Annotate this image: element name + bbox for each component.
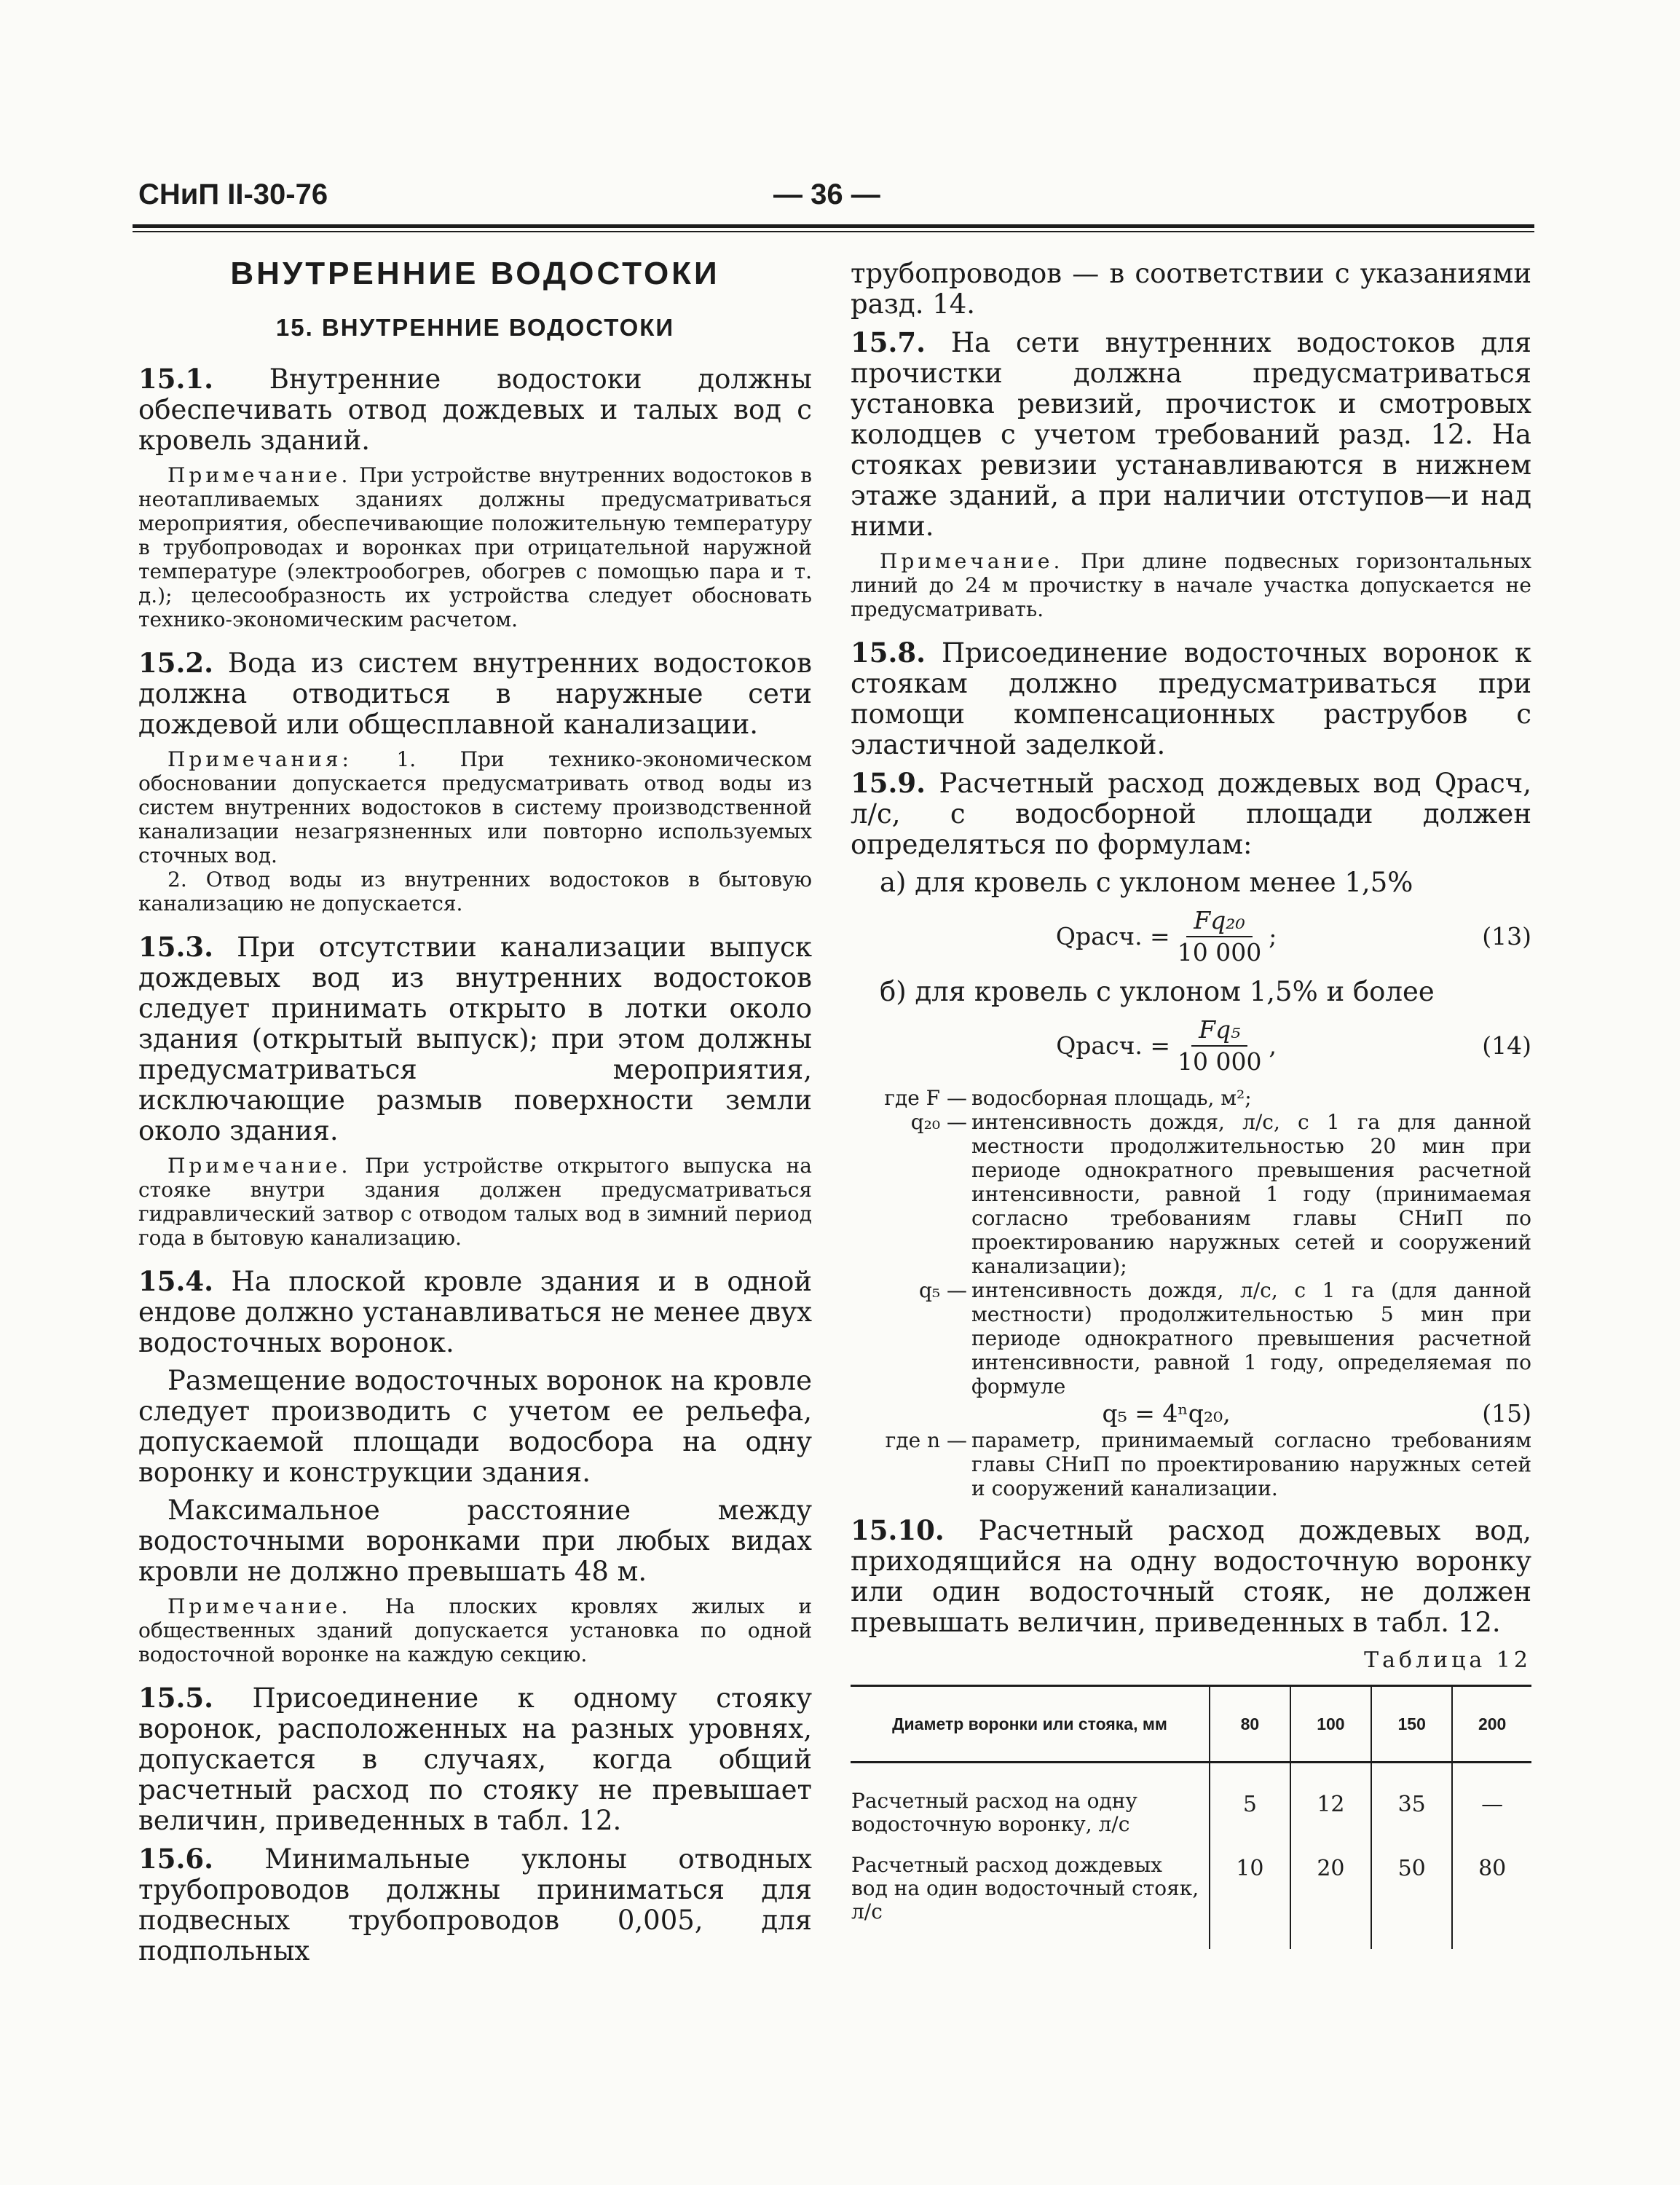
clause-number: 15.4. [138, 1265, 213, 1297]
fraction [1178, 905, 1261, 968]
table-caption: Таблица 12 [1364, 1647, 1531, 1673]
note-label: Примечание. [167, 463, 352, 487]
definition-term: q₅ — [918, 1278, 967, 1302]
clause-number: 15.3. [138, 931, 213, 963]
table-header-cell: 100 [1290, 1686, 1371, 1763]
formula-expression: q₅ = 4ⁿq₂₀, [1102, 1399, 1231, 1428]
table-cell: — [1452, 1763, 1531, 1846]
table-cell: 35 [1371, 1763, 1452, 1846]
table-header-cell: 80 [1210, 1686, 1290, 1763]
table-cell: 5 [1210, 1763, 1290, 1846]
table-cell: Расчетный расход на одну водосточную воронку, л/с [851, 1789, 1137, 1836]
formula-lhs: Qрасч. = [1055, 922, 1170, 950]
clause-15-1 [138, 363, 812, 456]
clause-text: Расчетный расход дождевых вод, приходящийся на одну водосточную воронку или один водосточный стояк, не должен превышать величин, приведенных в табл. 12. [851, 1515, 1531, 1638]
table-12 [851, 1685, 1531, 1949]
definition-text: параметр, принимаемый согласно требованиям главы СНиП по проектированию наружных сетей и сооружений канализации. [971, 1428, 1531, 1500]
clause-number: 15.8. [851, 637, 926, 669]
table-row [851, 1845, 1531, 1949]
table-header-cell: 150 [1371, 1686, 1452, 1763]
header-rule-thin [133, 231, 1534, 232]
header-rule [133, 224, 1534, 228]
definition-n [851, 1428, 1531, 1500]
table-cell: Расчетный расход дождевых вод на один водосточный стояк, л/с [851, 1853, 1199, 1924]
clause-number: 15.6. [138, 1843, 213, 1875]
table-cell: 50 [1371, 1845, 1452, 1949]
clause-15-7 [851, 327, 1531, 542]
clause-number: 15.1. [138, 363, 213, 395]
formula-14 [851, 1015, 1531, 1077]
denominator: 10 000 [1178, 1047, 1262, 1076]
definition-term: q₂₀ — [910, 1110, 967, 1134]
table-cell: 80 [1452, 1845, 1531, 1949]
definition-q5 [851, 1278, 1531, 1398]
section-title: ВНУТРЕННИЕ ВОДОСТОКИ [230, 256, 720, 291]
numerator: Fq₂₀ [1186, 905, 1252, 937]
note-15-2 [138, 747, 812, 916]
right-column [851, 259, 1531, 1949]
denominator: 10 000 [1177, 938, 1262, 966]
clause-text: На плоской кровле здания и в одной ендове должно устанавливаться не менее двух водосточных воронок. [138, 1266, 813, 1358]
continued-text: трубопроводов — в соответствии с указаниями разд. 14. [851, 258, 1531, 320]
clause-number: 15.10. [851, 1514, 944, 1546]
clause-number: 15.7. [851, 326, 926, 358]
clause-text: На сети внутренних водостоков для прочистки должна предусматриваться установка ревизий, прочисток и смотровых колодцев с учетом требований разд. 12. На стояках ревизии устанавливаются в нижнем этаже зданий, а при наличии отступов—и над ними. [851, 327, 1531, 542]
note-label: Примечание. [880, 549, 1064, 573]
page-number: — 36 — [773, 178, 880, 210]
table-header-cell: 200 [1452, 1686, 1531, 1763]
note-text: На плоских кровлях жилых и общественных зданий допускается установка по одной водосточной воронке на каждую секцию. [138, 1594, 813, 1666]
clause-15-4-para-2: Размещение водосточных воронок на кровле следует производить с учетом ее рельефа, допускаемой площади водосбора на одну воронку и конструкции здания. [138, 1365, 812, 1488]
table-header-cell: Диаметр воронки или стояка, мм [851, 1686, 1210, 1763]
clause-text: Расчетный расход дождевых вод Qрасч, л/с, с водосборной площади должен определяться по формулам: [851, 768, 1531, 860]
formula-13 [851, 905, 1531, 968]
numerator: Fq₅ [1191, 1015, 1247, 1047]
clause-text: Минимальные уклоны отводных трубопроводов должны приниматься для подвесных трубопроводов 0,005, для подпольных [138, 1843, 812, 1967]
note-text: При устройстве открытого выпуска на стояке внутри здания должен предусматриваться гидравлический затвор с отводом талых вод в зимний период года в бытовую канализацию. [138, 1154, 812, 1250]
formula-number: (15) [1482, 1399, 1531, 1428]
table-cell: 10 [1210, 1845, 1290, 1949]
clause-15-3 [138, 932, 812, 1146]
note-15-3 [138, 1154, 812, 1250]
table-row [851, 1763, 1531, 1846]
clause-number: 15.5. [138, 1682, 213, 1714]
case-b: б) для кровель с уклоном 1,5% и более [880, 976, 1435, 1007]
case-a: а) для кровель с уклоном менее 1,5% [880, 867, 1413, 898]
clause-15-9 [851, 768, 1531, 860]
formula-tail: , [1269, 1031, 1277, 1060]
left-column [138, 256, 813, 1974]
formula-expression [851, 905, 1482, 968]
formula-expression [851, 1015, 1482, 1077]
note-item: 2. Отвод воды из внутренних водостоков в бытовую канализацию не допускается. [138, 867, 812, 916]
formula-number: (14) [1482, 1031, 1531, 1060]
clause-15-6 [138, 1843, 812, 1967]
note-label: Примечание. [167, 1154, 352, 1178]
formula-15 [851, 1399, 1531, 1428]
document-code: СНиП II-30-76 [138, 178, 328, 210]
note-15-7 [851, 549, 1531, 621]
clause-15-8 [851, 637, 1531, 760]
clause-text: Присоединение водосточных воронок к стоякам должно предусматриваться при помощи компенсационных раструбов с эластичной заделкой. [851, 637, 1531, 760]
note-15-4 [138, 1594, 812, 1666]
clause-text: Внутренние водостоки должны обеспечивать отвод дождевых и талых вод с кровель зданий. [138, 363, 812, 456]
clause-15-2 [138, 647, 812, 740]
note-text: При устройстве внутренних водостоков в неотапливаемых зданиях должны предусматриваться мероприятия, обеспечивающие положительную температуру в трубопроводах и воронках при отрицательной наружной температуре (электрообогрев, обогрев с помощью пара и т. д.); целесообразность их устройства следует обосновать технико-экономическим расчетом. [138, 463, 812, 631]
clause-15-5 [138, 1682, 812, 1836]
clause-text: При отсутствии канализации выпуск дождевых вод из внутренних водостоков следует принимать открыто в лотки около здания (открытый выпуск); при этом должны предусматриваться мероприятия, исключающие размыв поверхности земли около здания. [138, 932, 812, 1146]
clause-15-4 [138, 1266, 812, 1358]
note-text: При длине подвесных горизонтальных линий до 24 м прочистку в начале участка допускается не предусматривать. [851, 549, 1532, 621]
definition-text: водосборная площадь, м²; [971, 1086, 1252, 1110]
clause-15-4-para-3: Максимальное расстояние между водосточными воронками при любых видах кровли не должно превышать 48 м. [138, 1495, 812, 1587]
note-item: 1. При технико-экономическом обосновании допускается предусматривать отвод воды из систем внутренних водостоков в систему производственной канализации незагрязненных или повторно используемых сточных вод. [138, 747, 812, 867]
definition-term: где F — [884, 1086, 967, 1110]
formula-number: (13) [1482, 922, 1531, 950]
table-cell: 12 [1290, 1763, 1371, 1846]
variable-definitions [851, 1086, 1531, 1500]
definition-text: интенсивность дождя, л/с, с 1 га (для данной местности) продолжительностью 5 мин при периоде однократного превышения расчетной интенсивности, равной 1 году, определяемая по формуле [971, 1278, 1531, 1398]
definition-term: где n — [885, 1428, 967, 1452]
table-cell: 20 [1290, 1845, 1371, 1949]
section-subtitle: 15. ВНУТРЕННИЕ ВОДОСТОКИ [275, 314, 675, 341]
note-15-1 [138, 463, 812, 631]
clause-text: Вода из систем внутренних водостоков должна отводиться в наружные сети дождевой или общесплавной канализации. [138, 647, 813, 740]
table-header-row [851, 1686, 1531, 1763]
clause-number: 15.9. [851, 767, 926, 799]
clause-text: Присоединение к одному стояку воронок, расположенных на разных уровнях, допускается в случаях, когда общий расчетный расход по стояку не превышает величин, приведенных в табл. 12. [138, 1682, 812, 1836]
definition-q20 [851, 1110, 1531, 1278]
clause-number: 15.2. [138, 647, 213, 679]
clause-15-10 [851, 1515, 1531, 1638]
formula-tail: ; [1269, 922, 1277, 950]
definition-F [851, 1086, 1531, 1110]
fraction [1178, 1015, 1261, 1077]
formula-lhs: Qрасч. = [1056, 1031, 1171, 1060]
note-label: Примечания: [167, 747, 352, 771]
definition-text: интенсивность дождя, л/с, с 1 га для данной местности продолжительностью 20 мин при периоде однократного превышения расчетной интенсивности, равной 1 году (принимаемая согласно требованиям главы СНиП по проектированию наружных сетей и сооружений канализации); [971, 1110, 1531, 1278]
note-label: Примечание. [167, 1594, 352, 1618]
